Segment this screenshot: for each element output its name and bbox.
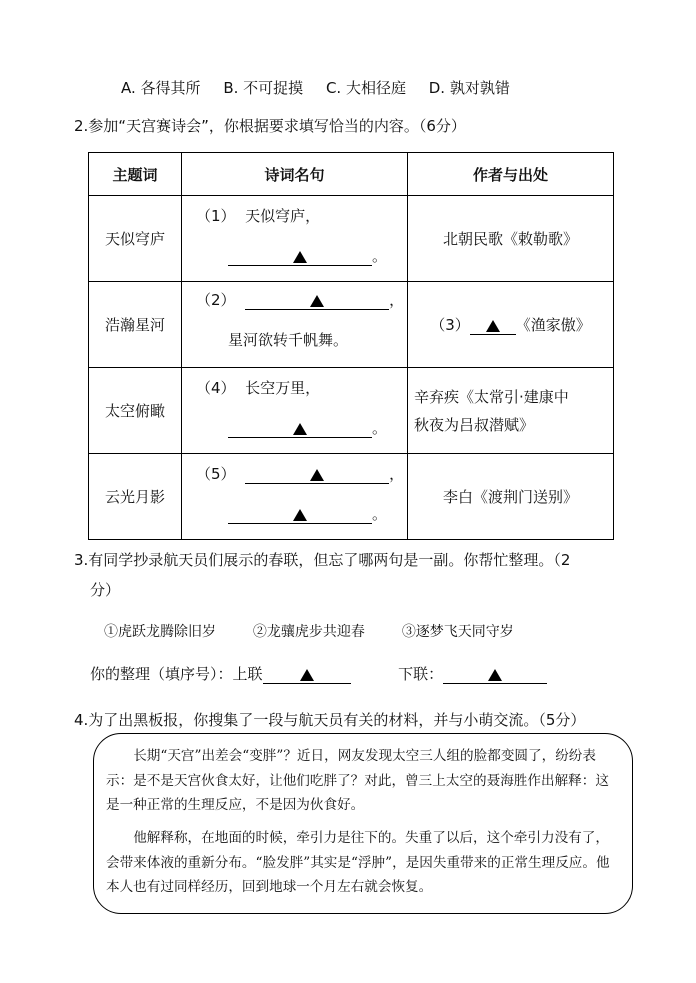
triangle-icon bbox=[293, 509, 307, 521]
punct: ， bbox=[389, 465, 405, 483]
upper-couplet-blank[interactable] bbox=[263, 665, 351, 684]
answer-blank-1[interactable] bbox=[228, 247, 372, 266]
punct: ， bbox=[389, 291, 405, 309]
table-row bbox=[89, 282, 614, 368]
header-theme: 主题词 bbox=[89, 153, 182, 196]
row-poem bbox=[182, 196, 408, 282]
poem-line: 长空万里， bbox=[245, 379, 321, 397]
row-poem bbox=[182, 282, 408, 368]
material-box bbox=[93, 733, 633, 914]
table-header-row bbox=[89, 153, 614, 196]
author-title: 《渔家傲》 bbox=[515, 316, 591, 334]
q4-title: 4.为了出黑板报，你搜集了一段与航天员有关的材料，并与小萌交流。（5分） bbox=[74, 711, 586, 729]
answer-blank-3[interactable] bbox=[470, 316, 516, 335]
couplet-items bbox=[104, 621, 514, 641]
option-a: A. 各得其所 bbox=[121, 79, 201, 97]
row-theme: 云光月影 bbox=[89, 454, 182, 540]
item-number: （1） bbox=[196, 207, 236, 225]
poetry-table bbox=[88, 152, 614, 540]
couplet-prompt: 你的整理（填序号）：上联 bbox=[90, 665, 263, 683]
punct: 。 bbox=[372, 419, 388, 437]
triangle-icon bbox=[300, 669, 314, 681]
answer-blank-4[interactable] bbox=[228, 419, 372, 438]
couplet-item: ③逐梦飞天同守岁 bbox=[401, 624, 514, 640]
triangle-icon bbox=[310, 469, 324, 481]
material-paragraph-2: 他解释称，在地面的时候，牵引力是往下的。失重了以后，这个牵引力没有了，会带来体液的重新分布。“脸发胖”其实是“浮肿”，是因失重带来的正常生理反应。他本人也有过同样经历，回到地球一个月左右就会恢复。 bbox=[106, 830, 610, 895]
table-row bbox=[89, 196, 614, 282]
item-number: （5） bbox=[196, 465, 236, 483]
row-author bbox=[408, 368, 614, 454]
punct: 。 bbox=[372, 247, 388, 265]
poem-line: 星河欲转千帆舞。 bbox=[228, 331, 349, 349]
triangle-icon bbox=[293, 423, 307, 435]
q3-title-line2: 分） bbox=[90, 581, 121, 599]
poem-line: 天似穹庐， bbox=[245, 207, 321, 225]
q2-title: 2.参加“天宫赛诗会”，你根据要求填写恰当的内容。（6分） bbox=[74, 117, 466, 135]
couplet-item: ②龙骧虎步共迎春 bbox=[252, 624, 365, 640]
table-row bbox=[89, 454, 614, 540]
answer-blank-6[interactable] bbox=[228, 505, 372, 524]
header-author: 作者与出处 bbox=[408, 153, 614, 196]
row-author: 李白《渡荆门送别》 bbox=[408, 454, 614, 540]
table-row bbox=[89, 368, 614, 454]
material-paragraph-1: 长期“天宫”出差会“变胖”？近日，网友发现太空三人组的脸都变圆了，纷纷表示：是不是天宫伙食太好，让他们吃胖了？对此，曾三上太空的聂海胜作出解释：这是一种正常的生理反应，不是因为伙食好。 bbox=[106, 748, 609, 813]
triangle-icon bbox=[488, 669, 502, 681]
row-theme: 天似穹庐 bbox=[89, 196, 182, 282]
couplet-item: ①虎跃龙腾除旧岁 bbox=[104, 624, 216, 640]
row-theme: 浩瀚星河 bbox=[89, 282, 182, 368]
triangle-icon bbox=[486, 320, 500, 332]
header-poem: 诗词名句 bbox=[182, 153, 408, 196]
row-poem bbox=[182, 454, 408, 540]
row-poem bbox=[182, 368, 408, 454]
lower-couplet-blank[interactable] bbox=[443, 665, 547, 684]
item-number: （2） bbox=[196, 291, 236, 309]
lower-couplet-label: 下联： bbox=[398, 665, 444, 683]
row-author: 北朝民歌《敕勒歌》 bbox=[408, 196, 614, 282]
option-b: B. 不可捉摸 bbox=[223, 79, 304, 97]
punct: 。 bbox=[372, 505, 388, 523]
q3-title-line1: 3.有同学抄录航天员们展示的春联，但忘了哪两句是一副。你帮忙整理。（2 bbox=[74, 551, 571, 569]
triangle-icon bbox=[310, 295, 324, 307]
author-line: 辛弃疾《太常引·建康中 bbox=[414, 387, 569, 406]
answer-blank-2[interactable] bbox=[245, 291, 389, 310]
triangle-icon bbox=[293, 251, 307, 263]
item-number: （3） bbox=[430, 316, 470, 334]
option-c: C. 大相径庭 bbox=[325, 79, 406, 97]
option-d: D. 孰对孰错 bbox=[428, 79, 510, 97]
answer-blank-5[interactable] bbox=[245, 465, 389, 484]
q1-options bbox=[121, 77, 528, 98]
author-line: 秋夜为吕叔潜赋》 bbox=[414, 415, 535, 434]
couplet-answer-row bbox=[90, 663, 547, 684]
row-author bbox=[408, 282, 614, 368]
item-number: （4） bbox=[196, 379, 236, 397]
row-theme: 太空俯瞰 bbox=[89, 368, 182, 454]
